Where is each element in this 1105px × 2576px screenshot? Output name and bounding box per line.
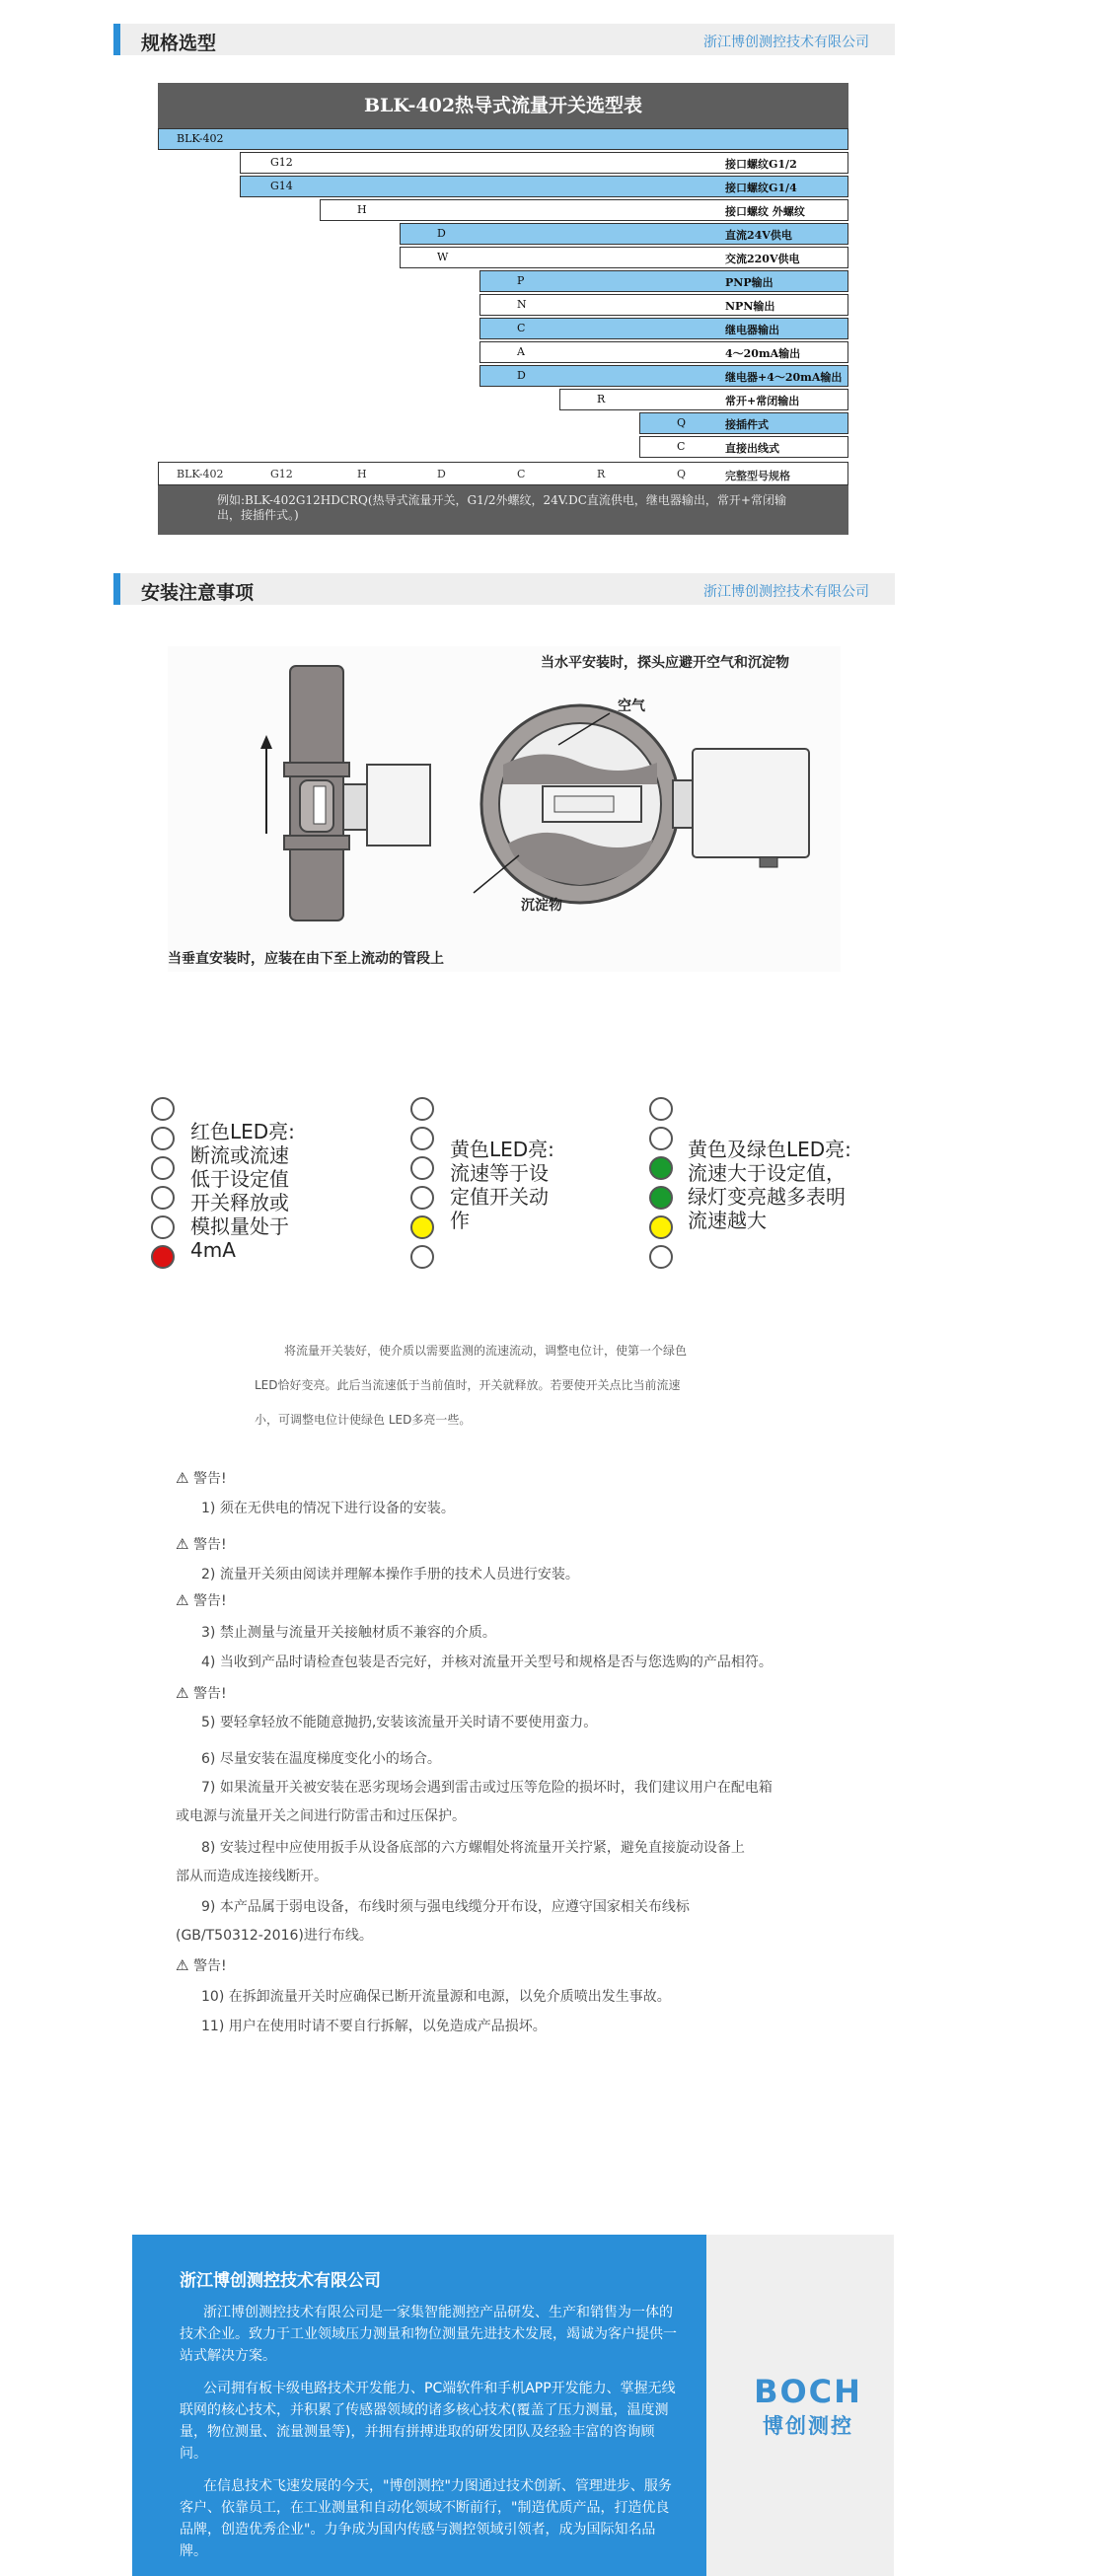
warning-item: 2) 流量开关须由阅读并理解本操作手册的技术人员进行安装。 [201, 1567, 579, 1582]
section-title: 规格选型 [141, 33, 217, 54]
row-code: W [437, 251, 449, 263]
led-indicator [649, 1127, 673, 1150]
table-row [479, 341, 848, 363]
table-row [479, 365, 848, 387]
table-row [479, 270, 848, 292]
warning-icon: ⚠ [176, 1591, 189, 1609]
row-desc: 接口螺纹G1/2 [725, 158, 797, 171]
row-desc: 接口螺纹 外螺纹 [725, 205, 805, 218]
company-name: 浙江博创测控技术有限公司 [703, 35, 869, 50]
table-row [479, 318, 848, 339]
warning-item: 8) 安装过程中应使用扳手从设备底部的六方螺帽处将流量开关拧紧，避免直接旋动设备上 [201, 1840, 745, 1856]
warning-item: 6) 尽量安装在温度梯度变化小的场合。 [201, 1751, 441, 1767]
warning-heading: ⚠ 警告! [176, 1956, 227, 1974]
row-desc: NPN输出 [725, 300, 775, 313]
adjust-line-2: LED恰好变亮。此后当流速低于当前值时，开关就释放。若要使开关点比当前流速 [255, 1378, 681, 1392]
example-note [158, 485, 848, 535]
row-desc: 直接出线式 [725, 442, 779, 455]
company-intro-panel [132, 2235, 706, 2576]
row-code: H [357, 203, 367, 216]
led-green-description: 黄色及绿色LED亮: 流速大于设定值， 绿灯变亮越多表明 流速越大 [688, 1138, 851, 1232]
horizontal-install-caption: 当水平安装时，探头应避开空气和沉淀物 [541, 655, 789, 671]
table-row [240, 152, 848, 174]
header-accent-bar [113, 573, 120, 605]
row-code: G14 [270, 180, 293, 192]
installation-illustration [168, 646, 841, 972]
led-indicator [151, 1186, 175, 1210]
led-indicator [410, 1156, 434, 1180]
company-name: 浙江博创测控技术有限公司 [703, 584, 869, 600]
table-row [320, 199, 848, 221]
model-part: C [517, 468, 526, 480]
section-title: 安装注意事项 [141, 582, 255, 604]
led-indicator [410, 1245, 434, 1269]
row-desc: 交流220V供电 [725, 253, 800, 265]
warning-item: 9) 本产品属于弱电设备，布线时须与强电线缆分开布设，应遵守国家相关布线标 [201, 1899, 690, 1915]
row-desc: 继电器+4～20mA输出 [725, 371, 843, 384]
row-code: G12 [270, 156, 293, 169]
model-part: Q [677, 468, 687, 480]
row-desc: 继电器输出 [725, 324, 779, 336]
led-indicator-yellow [649, 1215, 673, 1239]
model-part: R [597, 468, 606, 480]
led-indicator-green [649, 1186, 673, 1210]
table-row [479, 294, 848, 316]
row-desc: PNP输出 [725, 276, 774, 289]
sediment-label: 沉淀物 [521, 898, 562, 914]
model-part: BLK-402 [177, 468, 224, 480]
led-indicator [410, 1097, 434, 1121]
row-desc: 接插件式 [725, 418, 769, 431]
example-text: 例如:BLK-402G12HDCRQ(热导式流量开关，G1/2外螺纹，24V.DC直流供电，继电器输出，常开+常闭输出，接插件式。) [217, 493, 786, 522]
company-logo-en: BOCH [754, 2373, 862, 2410]
table-row [158, 128, 848, 150]
company-footer [132, 2235, 894, 2576]
warning-icon: ⚠ [176, 1469, 189, 1487]
footer-company-title: 浙江博创测控技术有限公司 [180, 2271, 381, 2291]
row-code: Q [677, 416, 687, 429]
company-logo-cn: 博创测控 [763, 2414, 853, 2438]
adjust-line-1: 将流量开关装好，使介质以需要监测的流速流动，调整电位计，使第一个绿色 [284, 1344, 688, 1358]
warning-icon: ⚠ [176, 1535, 189, 1553]
table-row [559, 389, 848, 410]
row-desc: 接口螺纹G1/4 [725, 182, 797, 194]
led-yellow-description: 黄色LED亮: 流速等于设 定值开关动 作 [450, 1138, 554, 1232]
table-row [639, 436, 848, 458]
table-row [240, 176, 848, 197]
row-code: N [517, 298, 527, 311]
section-header-spec [113, 24, 895, 55]
warning-heading: ⚠ 警告! [176, 1684, 227, 1702]
row-code: D [517, 369, 526, 382]
selection-table [158, 83, 848, 535]
led-indicator-section [0, 1090, 1105, 1278]
row-code: BLK-402 [177, 132, 224, 145]
warning-item: 3) 禁止测量与流量开关接触材质不兼容的介质。 [201, 1625, 496, 1641]
led-indicator-red [151, 1245, 175, 1269]
led-indicator [151, 1215, 175, 1239]
led-indicator [151, 1127, 175, 1150]
table-row [400, 247, 848, 268]
footer-paragraph: 公司拥有板卡级电路技术开发能力、PC端软件和手机APP开发能力、掌握无线联网的核心技术，并积累了传感器领域的诸多核心技术(覆盖了压力测量，温度测量，物位测量、流量测量等)，并拥有拼搏进取的研发团队及经验丰富的咨询顾问。 [180, 2381, 676, 2462]
led-indicator [649, 1097, 673, 1121]
vertical-install-caption: 当垂直安装时，应装在由下至上流动的管段上 [168, 951, 444, 967]
row-code: A [517, 345, 525, 358]
warning-item: 1) 须在无供电的情况下进行设备的安装。 [201, 1501, 455, 1516]
led-indicator-green [649, 1156, 673, 1180]
section-header-install [113, 573, 895, 605]
full-model-row [158, 462, 848, 485]
air-label: 空气 [618, 699, 645, 714]
row-code: R [597, 393, 606, 405]
row-desc: 常开+常闭输出 [725, 395, 800, 407]
table-row [400, 223, 848, 245]
row-desc: 直流24V供电 [725, 229, 792, 242]
led-indicator [410, 1186, 434, 1210]
row-code: D [437, 227, 446, 240]
warning-heading: ⚠ 警告! [176, 1535, 227, 1553]
row-desc: 4～20mA输出 [725, 347, 801, 360]
led-indicator [151, 1097, 175, 1121]
footer-paragraph: 浙江博创测控技术有限公司是一家集智能测控产品研发、生产和销售为一体的技术企业。致力于工业领域压力测量和物位测量先进技术发展，竭诚为客户提供一站式解决方案。 [180, 2305, 677, 2364]
warning-item: 10) 在拆卸流量开关时应确保已断开流量源和电源，以免介质喷出发生事故。 [201, 1989, 671, 2005]
warning-heading: ⚠ 警告! [176, 1591, 227, 1609]
selection-table-title: BLK-402热导式流量开关选型表 [158, 83, 848, 128]
led-red-description: 红色LED亮: 断流或流速 低于设定值 开关释放或 模拟量处于 4mA [190, 1120, 295, 1262]
warning-item: 5) 要轻拿轻放不能随意抛扔,安装该流量开关时请不要使用蛮力。 [201, 1715, 598, 1730]
led-indicator [649, 1245, 673, 1269]
warning-item-cont: 或电源与流量开关之间进行防雷击和过压保护。 [176, 1808, 466, 1824]
warning-item-cont: (GB/T50312-2016)进行布线。 [176, 1928, 373, 1944]
warning-item: 4) 当收到产品时请检查包装是否完好，并核对流量开关型号和规格是否与您选购的产品相符。 [201, 1655, 773, 1670]
row-code: P [517, 274, 525, 287]
row-code: C [517, 322, 526, 334]
led-indicator [410, 1127, 434, 1150]
full-model-label: 完整型号规格 [725, 470, 790, 482]
warning-item: 11) 用户在使用时请不要自行拆解，以免造成产品损坏。 [201, 2019, 547, 2034]
warning-heading: ⚠ 警告! [176, 1469, 227, 1487]
warning-item-cont: 部从而造成连接线断开。 [176, 1869, 328, 1884]
installation-diagram [168, 646, 841, 972]
warning-item: 7) 如果流量开关被安装在恶劣现场会遇到雷击或过压等危险的损坏时，我们建议用户在配电箱 [201, 1780, 773, 1796]
model-part: G12 [270, 468, 293, 480]
footer-paragraph: 在信息技术飞速发展的今天，"博创测控"力图通过技术创新、管理进步、服务客户、依靠员工，在工业测量和自动化领域不断前行，"制造优质产品，打造优良品牌，创造优秀企业"。力争成为国内传感与测控领域引领者，成为国际知名品牌。 [180, 2478, 672, 2559]
warning-icon: ⚠ [176, 1684, 189, 1702]
led-indicator [151, 1156, 175, 1180]
row-code: C [677, 440, 686, 453]
model-part: D [437, 468, 446, 480]
header-accent-bar [113, 24, 120, 55]
warning-icon: ⚠ [176, 1956, 189, 1974]
model-part: H [357, 468, 367, 480]
led-indicator-yellow [410, 1215, 434, 1239]
adjust-line-3: 小，可调整电位计使绿色 LED多亮一些。 [255, 1413, 472, 1427]
table-row [639, 412, 848, 434]
